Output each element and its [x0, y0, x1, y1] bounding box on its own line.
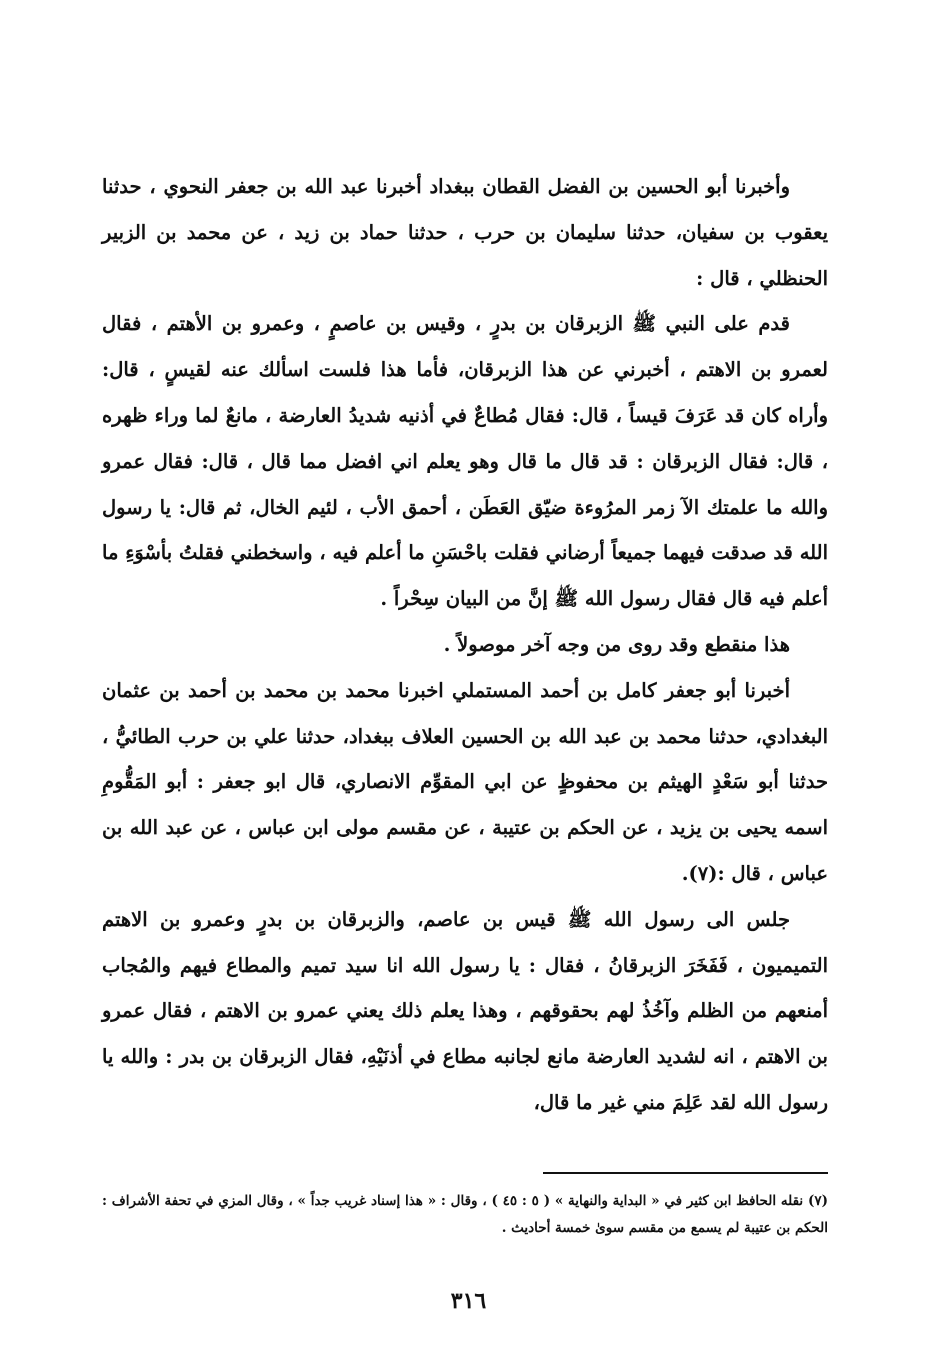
paragraph-4: أخبرنا أبو جعفر كامل بن أحمد المستملي اخبرنا محمد بن محمد بن أحمد بن عثمان البغدادي، حدثنا محمد بن عبد الله بن الحسين العلاف ببغداد، حدثنا علي بن حرب الطائيُّ ، حدثنا أبو سَعْدٍ الهيثم بن محفوظٍ عن ابي المقوِّم الانصاري، قال ابو جعفر : أبو المَقُّومِ اسمه يحيى بن يزيد ، عن الحكم بن عتيبة ، عن مقسم مولى ابن عباس ، عن عبد الله بن عباس ، قال :(٧). [102, 678, 828, 885]
paragraph-5: جلس الى رسول الله ﷺ قيس بن عاصم، والزبرقان بن بدرٍ وعمرو بن الاهتم التميميون ، فَفَخَرَ الزبرقانُ ، فقال : يا رسول الله انا سيد تميم والمطاع فيهم والمُجاب أمنعهم من الظلم وآخُذُ لهم بحقوقهم ، وهذا يعلم ذلك يعني عمرو بن الاهتم ، فقال عمرو بن الاهتم ، انه لشديد العارضة مانع لجانبه مطاع في أذنَيْهِ، فقال الزبرقان بن بدر : والله يا رسول الله لقد عَلِمَ مني غير ما قال، [102, 907, 828, 1114]
footnote [102, 1188, 828, 1242]
main-text [102, 164, 828, 1126]
paragraph-2: قدم على النبي ﷺ الزبرقان بن بدرٍ ، وقيس بن عاصمٍ ، وعمرو بن الأهتم ، فقال لعمرو بن الاهتم ، أخبرني عن هذا الزبرقان، فأما هذا فلست اسألك عنه لقيسٍ ، قال: وأراه كان قد عَرَفَ قيساً ، قال: فقال مُطاعٌ في أذنيه شديدُ العارضة ، مانعٌ لما وراء ظهره ، قال: فقال الزبرقان : قد قال ما قال وهو يعلم اني افضل مما قال ، قال: فقال عمرو والله ما علمتك الآ زمر المرُوءة ضيّق العَطَن ، أحمق الأب ، لئيم الخال، ثم قال: يا رسول الله قد صدقت فيهما جميعاً أرضاني فقلت باحْسَنِ ما أعلم فيه ، واسخطني فقلتُ بأسْوَءِ ما أعلم فيه قال فقال رسول الله ﷺ إنَّ من البيان سِحْراً . [102, 312, 828, 611]
footnote-text: (٧) نقله الحافظ ابن كثير في « البداية والنهاية » ( ٥ : ٤٥ ) ، وقال : « هذا إسناد غريب جداً » ، وقال المزي في تحفة الأشراف : الحكم بن عتيبة لم يسمع من مقسم سوىٰ خمسة أحاديث . [102, 1193, 829, 1236]
paragraph-3: هذا منقطع وقد روى من وجه آخر موصولاً . [443, 632, 790, 656]
footnote-separator [543, 1172, 828, 1174]
paragraph-1: وأخبرنا أبو الحسين بن الفضل القطان ببغداد أخبرنا عبد الله بن جعفر النحوي ، حدثنا يعقوب بن سفيان، حدثنا سليمان بن حرب ، حدثنا حماد بن زيد ، عن محمد بن الزبير الحنظلي ، قال : [102, 175, 828, 290]
page-number: ٣١٦ [450, 1288, 487, 1314]
